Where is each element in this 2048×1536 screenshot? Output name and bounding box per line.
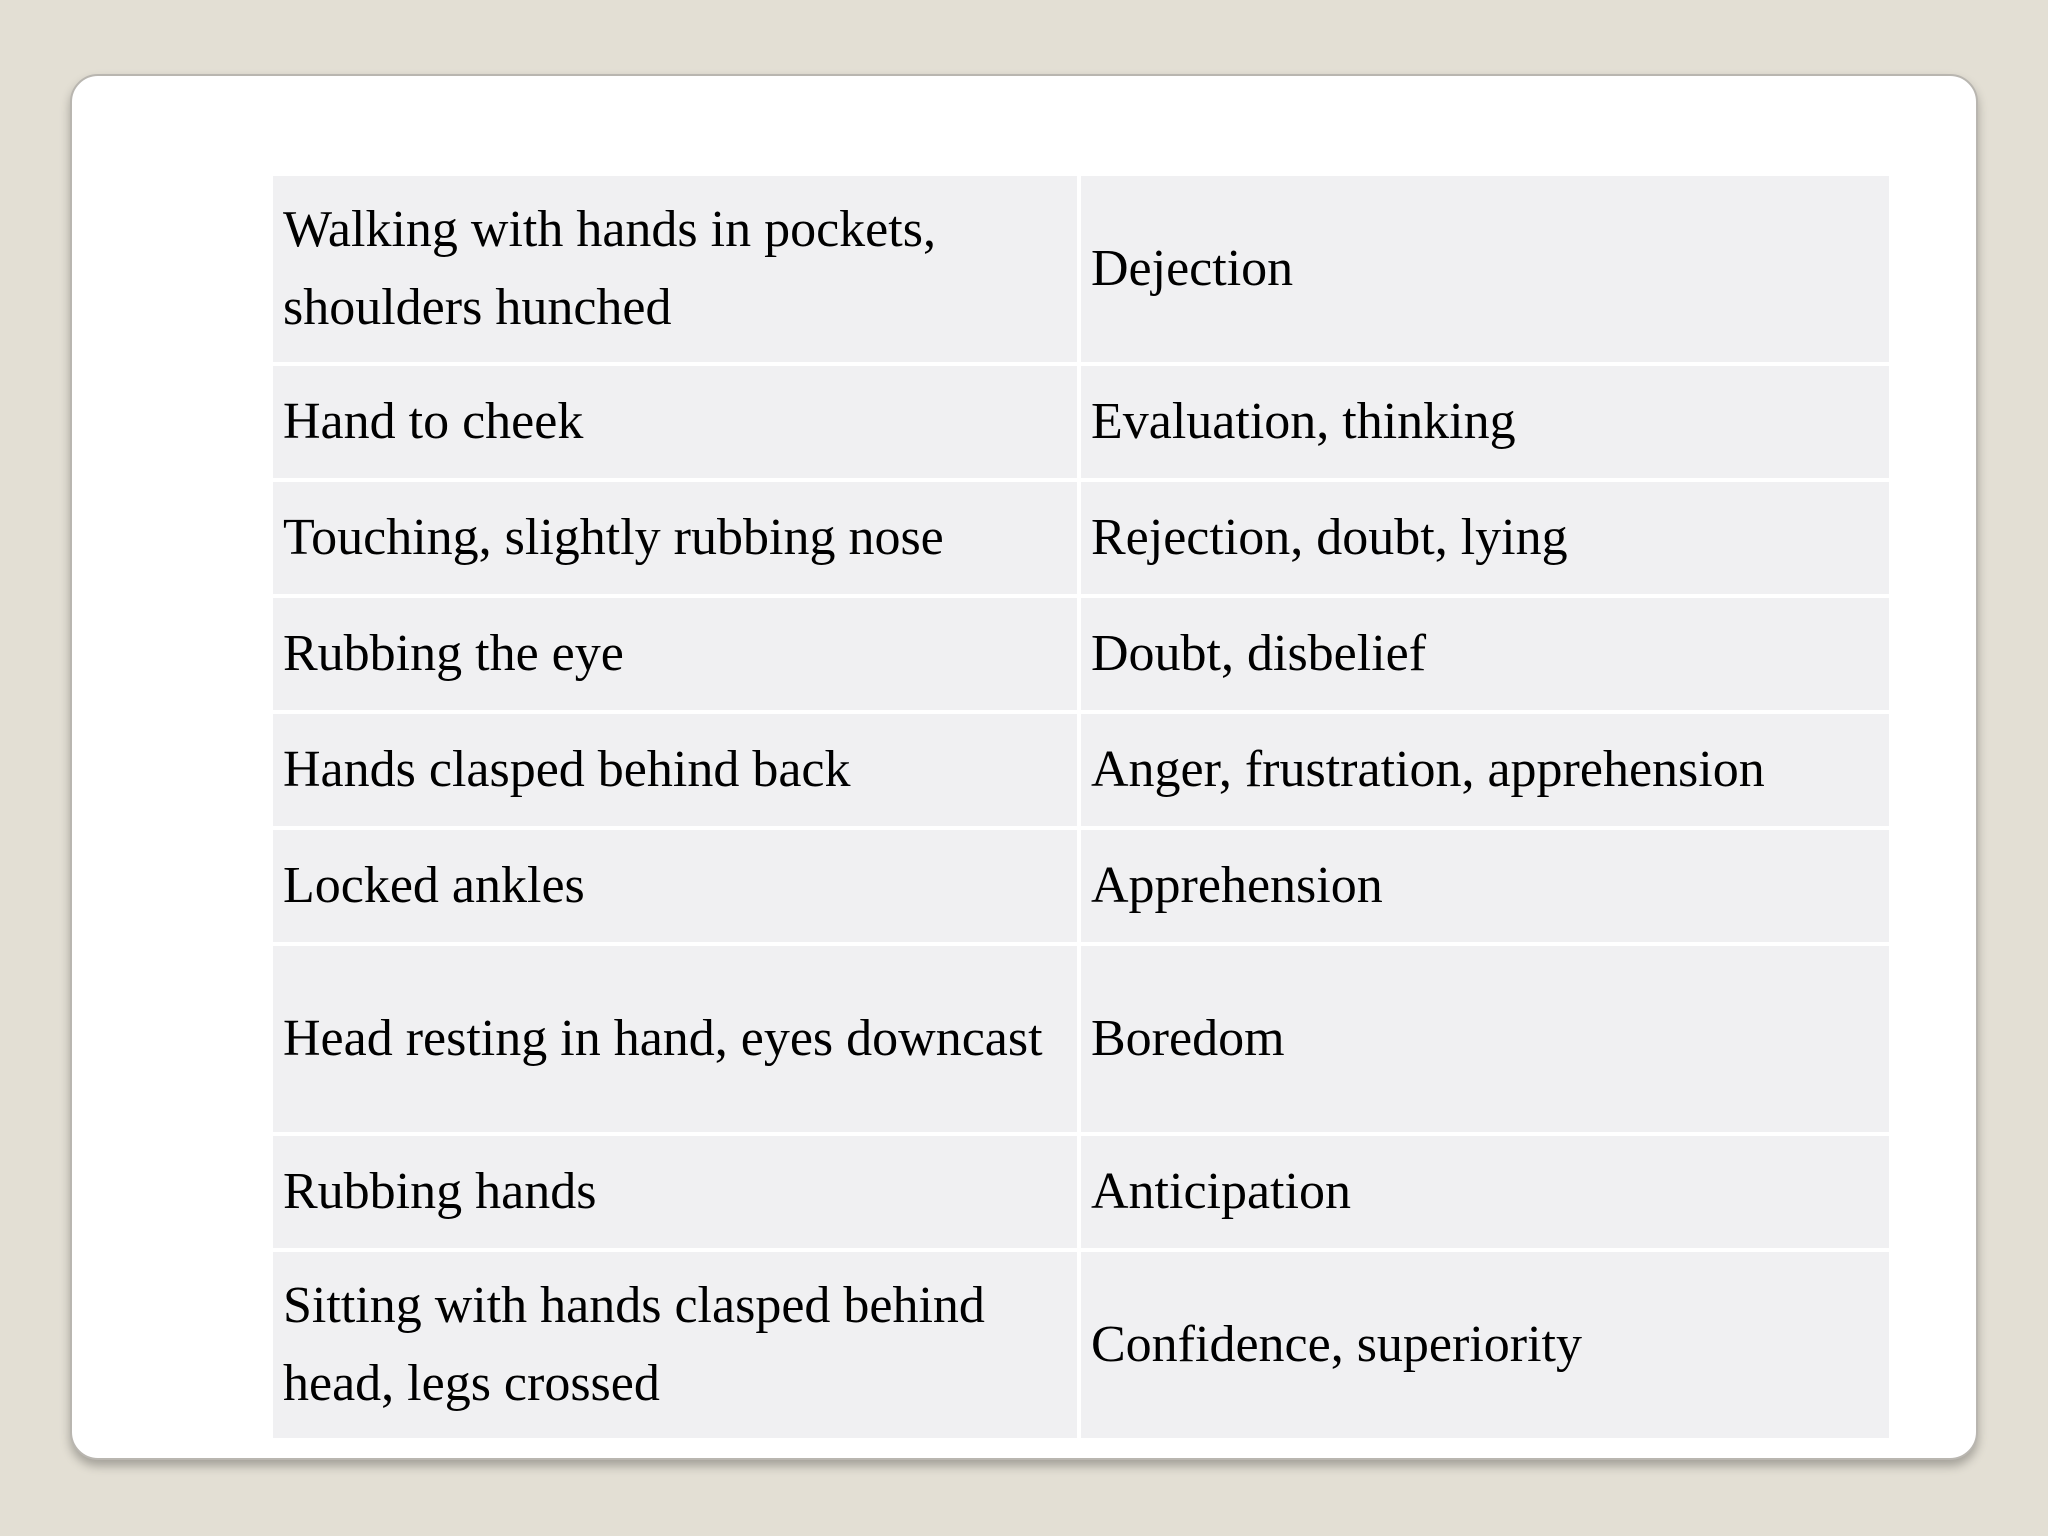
- gesture-cell: Hand to cheek: [273, 366, 1077, 478]
- meaning-cell: Confidence, superiority: [1081, 1252, 1889, 1438]
- table-row: [273, 946, 1889, 1132]
- table-row: [273, 1136, 1889, 1248]
- gesture-cell: Hands clasped behind back: [273, 714, 1077, 826]
- meaning-cell: Rejection, doubt, lying: [1081, 482, 1889, 594]
- gesture-cell: Locked ankles: [273, 830, 1077, 942]
- meaning-cell: Doubt, disbelief: [1081, 598, 1889, 710]
- gesture-cell: Head resting in hand, eyes downcast: [273, 946, 1077, 1132]
- gesture-cell: Rubbing hands: [273, 1136, 1077, 1248]
- meaning-cell: Boredom: [1081, 946, 1889, 1132]
- table-row: [273, 366, 1889, 478]
- table-row: [273, 482, 1889, 594]
- table-row: [273, 1252, 1889, 1438]
- table-row: [273, 714, 1889, 826]
- meaning-cell: Apprehension: [1081, 830, 1889, 942]
- meaning-cell: Anger, frustration, apprehension: [1081, 714, 1889, 826]
- gesture-table-container: [273, 176, 1889, 1438]
- table-row: [273, 598, 1889, 710]
- meaning-cell: Anticipation: [1081, 1136, 1889, 1248]
- table-row: [273, 830, 1889, 942]
- meaning-cell: Dejection: [1081, 176, 1889, 362]
- gesture-cell: Sitting with hands clasped behind head, legs crossed: [273, 1252, 1077, 1438]
- gesture-cell: Walking with hands in pockets, shoulders hunched: [273, 176, 1077, 362]
- table-row: [273, 176, 1889, 362]
- gesture-cell: Rubbing the eye: [273, 598, 1077, 710]
- meaning-cell: Evaluation, thinking: [1081, 366, 1889, 478]
- gesture-cell: Touching, slightly rubbing nose: [273, 482, 1077, 594]
- gesture-meaning-table: [269, 172, 1893, 1442]
